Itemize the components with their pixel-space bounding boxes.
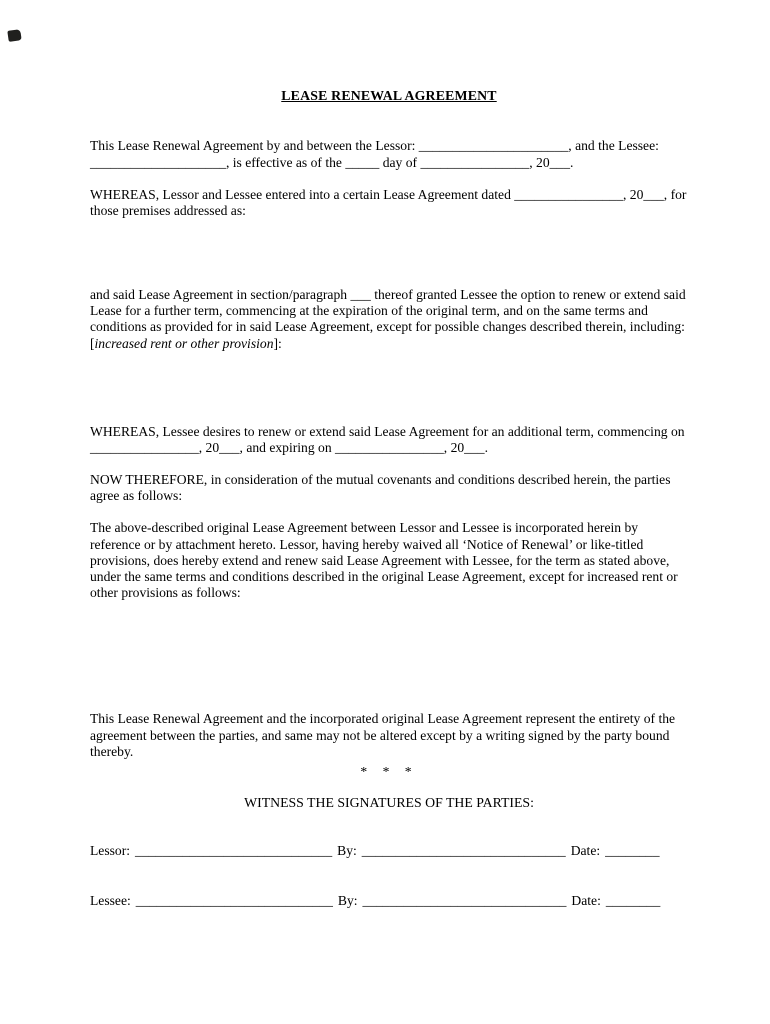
lessee-date-label: Date: xyxy=(571,892,601,908)
paragraph-bracket-provision xyxy=(90,336,688,352)
paragraph-intro: This Lease Renewal Agreement by and between the Lessor: ______________________, and the Lessee: ____________________, is effective as of the _____ day of ________________, 20___. xyxy=(90,138,659,170)
scan-artifact xyxy=(7,29,21,42)
lessor-label: Lessor: xyxy=(90,843,131,859)
signature-row-lessor xyxy=(90,843,688,859)
document-title: LEASE RENEWAL AGREEMENT xyxy=(281,88,497,103)
witness-heading: WITNESS THE SIGNATURES OF THE PARTIES: xyxy=(244,795,534,811)
lessee-by-label: By: xyxy=(337,892,358,908)
lessor-date-line: ________ xyxy=(605,843,660,859)
lessor-date-label: Date: xyxy=(570,843,601,859)
lessee-date-line: ________ xyxy=(605,892,661,908)
paragraph-whereas-renew: WHEREAS, Lessee desires to renew or extend said Lease Agreement for an additional term, commencing on ________________, 20___, and expiring on ________________, 20___. xyxy=(90,423,685,455)
paragraph-incorporation: The above-described original Lease Agreement between Lessor and Lessee is incorporated herein by reference or by attachment hereto. Lessor, having hereby waived all ‘Notice of Renewal’ or like-titled provisions, does hereby extend and renew said Lease Agreement with Lessee, for the term as stated above, under the same terms and conditions described in the original Lease Agreement, except for increased rent or other provisions as follows: xyxy=(90,520,678,601)
lessee-label: Lessee: xyxy=(90,892,131,908)
bracket-close: ]: xyxy=(273,335,282,351)
lessee-by-line: ______________________________ xyxy=(362,892,567,908)
lessor-by-label: By: xyxy=(337,843,357,859)
paragraph-option-clause: and said Lease Agreement in section/paragraph ___ thereof granted Lessee the option to renew or extend said Lease for a further term, commencing at the expiration of the original term, and on the same terms and conditions as provided for in said Lease Agreement, except for possible changes described therein, including: xyxy=(90,287,686,335)
section-divider-stars: * * * xyxy=(360,763,418,779)
bracket-open: [ xyxy=(90,335,95,351)
paragraph-now-therefore: NOW THEREFORE, in consideration of the mutual covenants and conditions described herein, the parties agree as follows: xyxy=(90,472,671,504)
paragraph-whereas-dated: WHEREAS, Lessor and Lessee entered into a certain Lease Agreement dated ________________, 20___, for those premises addressed as: xyxy=(90,186,687,218)
paragraph-entirety: This Lease Renewal Agreement and the incorporated original Lease Agreement represent the entirety of the agreement between the parties, and same may not be altered except by a writing signed by the party bound thereby. xyxy=(90,711,676,759)
bracket-italic-text: increased rent or other provision xyxy=(94,335,274,351)
lessee-name-line: _____________________________ xyxy=(135,892,333,908)
signature-row-lessee xyxy=(90,893,688,909)
lessor-name-line: _____________________________ xyxy=(135,843,333,859)
lessor-by-line: ______________________________ xyxy=(361,843,566,859)
